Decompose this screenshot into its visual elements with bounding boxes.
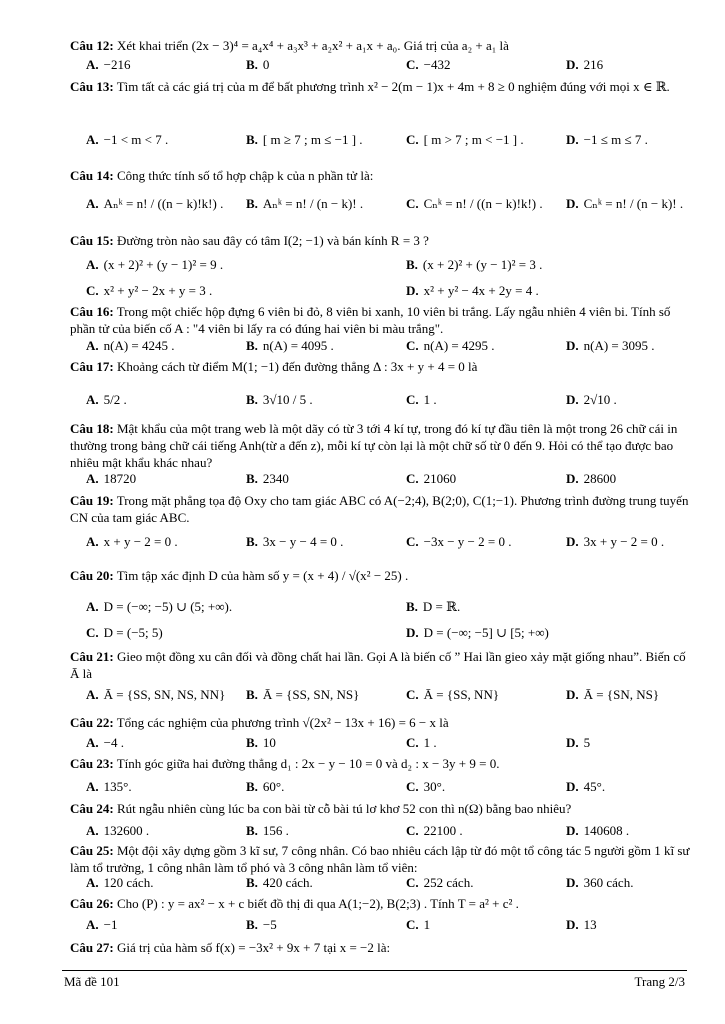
option-a[interactable]: A. 120 cách. bbox=[86, 875, 154, 890]
question-number: Câu 21: bbox=[70, 649, 114, 664]
question-13 bbox=[70, 78, 690, 95]
option-b[interactable]: B. (x + 2)² + (y − 1)² = 3 . bbox=[406, 257, 543, 272]
option-c[interactable]: C. −3x − y − 2 = 0 . bbox=[406, 534, 512, 549]
option-c[interactable]: C. 252 cách. bbox=[406, 875, 474, 890]
question-24 bbox=[70, 800, 690, 817]
question-text: Cho (P) : y = ax² − x + c biết đồ thị đi qua A(1;−2), B(2;3) . Tính T = a² + c² . bbox=[116, 896, 519, 911]
options-20b bbox=[86, 624, 706, 642]
question-number: Câu 20: bbox=[70, 568, 114, 583]
question-22 bbox=[70, 714, 690, 731]
option-a[interactable]: A. 135°. bbox=[86, 779, 132, 794]
option-d[interactable]: D. n(A) = 3095 . bbox=[566, 338, 655, 353]
option-a[interactable]: A. 5/2 . bbox=[86, 392, 127, 407]
option-c[interactable]: C. 21060 bbox=[406, 471, 457, 486]
question-text: Trong một chiếc hộp đựng 6 viên bi đỏ, 8 viên bi xanh, 10 viên bi trắng. Lấy ngẫu nhiên 4 viên bi. Tính số phần tử của biến cố A : "4 viên bi lấy ra có đúng hai viên bi màu trắng". bbox=[70, 304, 671, 336]
question-number: Câu 13: bbox=[70, 79, 114, 94]
options-20a bbox=[86, 598, 706, 616]
option-b[interactable]: B. 2340 bbox=[246, 471, 289, 486]
question-12 bbox=[70, 37, 690, 54]
option-b[interactable]: B. 420 cách. bbox=[246, 875, 313, 890]
option-d[interactable]: D. 140608 . bbox=[566, 823, 630, 838]
option-b[interactable]: B. n(A) = 4095 . bbox=[246, 338, 334, 353]
option-d[interactable]: D. 5 bbox=[566, 735, 591, 750]
question-number: Câu 19: bbox=[70, 493, 114, 508]
question-number: Câu 17: bbox=[70, 359, 114, 374]
option-d[interactable]: D. 2√10 . bbox=[566, 392, 617, 407]
option-c[interactable]: C. n(A) = 4295 . bbox=[406, 338, 495, 353]
question-text: Mật khẩu của một trang web là một dãy có từ 3 tới 4 kí tự, trong đó kí tự đầu tiên là một trong 26 chữ cái in thường trong bảng chữ cái tiếng Anh(từ a đến z), mỗi kí tự còn lại là một chữ số từ 0 đến 9. Hỏi có thể tạo được bao nhiêu mật khẩu khác nhau? bbox=[70, 421, 678, 470]
question-text: Tổng các nghiệm của phương trình √(2x² − 13x + 16) = 6 − x là bbox=[116, 715, 449, 730]
option-d[interactable]: D. 3x + y − 2 = 0 . bbox=[566, 534, 665, 549]
page-number: Trang 2/3 bbox=[634, 974, 685, 989]
option-a[interactable]: A. x + y − 2 = 0 . bbox=[86, 534, 178, 549]
options-15b bbox=[86, 282, 706, 300]
question-text: Đường tròn nào sau đây có tâm I(2; −1) và bán kính R = 3 ? bbox=[116, 233, 429, 248]
option-c[interactable]: C. 22100 . bbox=[406, 823, 463, 838]
option-c[interactable]: C. 30°. bbox=[406, 779, 446, 794]
options-15a bbox=[86, 256, 706, 274]
option-d[interactable]: D. 216 bbox=[566, 57, 604, 72]
option-c[interactable]: C. x² + y² − 2x + y = 3 . bbox=[86, 283, 213, 298]
option-c[interactable]: C. D = (−5; 5) bbox=[86, 625, 163, 640]
question-15 bbox=[70, 232, 690, 249]
option-c[interactable]: C. 1 . bbox=[406, 735, 437, 750]
option-c[interactable]: C. Cₙᵏ = n! / ((n − k)!k!) . bbox=[406, 196, 543, 211]
question-number: Câu 23: bbox=[70, 756, 114, 771]
options-12 bbox=[86, 56, 706, 74]
option-b[interactable]: B. Aₙᵏ = n! / (n − k)! . bbox=[246, 196, 364, 211]
question-25 bbox=[70, 842, 690, 876]
question-16 bbox=[70, 303, 690, 337]
option-a[interactable]: A. 18720 bbox=[86, 471, 137, 486]
question-21 bbox=[70, 648, 690, 682]
option-c[interactable]: C. [ m > 7 ; m < −1 ] . bbox=[406, 132, 524, 147]
options-26 bbox=[86, 916, 706, 934]
question-text: Giá trị của hàm số f(x) = −3x² + 9x + 7 tại x = −2 là: bbox=[116, 940, 391, 955]
option-a[interactable]: A. −1 bbox=[86, 917, 118, 932]
options-25 bbox=[86, 874, 706, 892]
question-19 bbox=[70, 492, 690, 526]
question-17 bbox=[70, 358, 690, 375]
option-b[interactable]: B. −5 bbox=[246, 917, 277, 932]
question-text: Xét khai triển (2x − 3)⁴ = a₄x⁴ + a₃x³ + a₂x² + a₁x + a₀. Giá trị của a₂ + a₁ là bbox=[116, 38, 509, 53]
option-a[interactable]: A. n(A) = 4245 . bbox=[86, 338, 175, 353]
footer-divider bbox=[62, 970, 687, 971]
option-c[interactable]: C. Ā = {SS, NN} bbox=[406, 687, 500, 702]
question-number: Câu 24: bbox=[70, 801, 114, 816]
option-d[interactable]: D. 45°. bbox=[566, 779, 606, 794]
option-d[interactable]: D. 360 cách. bbox=[566, 875, 634, 890]
question-text: Gieo một đồng xu cân đối và đồng chất hai lần. Gọi A là biến cố ” Hai lần gieo xảy mặt giống nhau”. Biến cố Ā là bbox=[70, 649, 686, 681]
question-number: Câu 27: bbox=[70, 940, 114, 955]
option-d[interactable]: D. −1 ≤ m ≤ 7 . bbox=[566, 132, 648, 147]
option-b[interactable]: B. 156 . bbox=[246, 823, 289, 838]
question-text: Khoảng cách từ điểm M(1; −1) đến đường thẳng Δ : 3x + y + 4 = 0 là bbox=[116, 359, 478, 374]
question-26 bbox=[70, 895, 690, 912]
option-c[interactable]: C. −432 bbox=[406, 57, 451, 72]
question-number: Câu 26: bbox=[70, 896, 114, 911]
option-a[interactable]: A. −4 . bbox=[86, 735, 124, 750]
option-b[interactable]: B. 3√10 / 5 . bbox=[246, 392, 313, 407]
question-number: Câu 18: bbox=[70, 421, 114, 436]
option-d[interactable]: D. x² + y² − 4x + 2y = 4 . bbox=[406, 283, 539, 298]
options-24 bbox=[86, 822, 706, 840]
question-20 bbox=[70, 562, 690, 590]
option-d[interactable]: D. 13 bbox=[566, 917, 597, 932]
option-c[interactable]: C. 1 bbox=[406, 917, 431, 932]
option-d[interactable]: D. 28600 bbox=[566, 471, 617, 486]
option-d[interactable]: D. Ā = {SN, NS} bbox=[566, 687, 660, 702]
options-17 bbox=[86, 380, 706, 420]
option-a[interactable]: A. −1 < m < 7 . bbox=[86, 132, 169, 147]
question-text: Tìm tập xác định D của hàm số y = (x + 4) / √(x² − 25) . bbox=[116, 568, 409, 583]
options-21 bbox=[86, 686, 706, 704]
option-b[interactable]: B. [ m ≥ 7 ; m ≤ −1 ] . bbox=[246, 132, 363, 147]
question-text: Tìm tất cả các giá trị của m để bất phương trình x² − 2(m − 1)x + 4m + 8 ≥ 0 nghiệm đúng với mọi x ∈ ℝ. bbox=[116, 79, 670, 94]
question-number: Câu 15: bbox=[70, 233, 114, 248]
options-19 bbox=[86, 533, 706, 551]
option-b[interactable]: B. D = ℝ. bbox=[406, 599, 461, 614]
option-a[interactable]: A. (x + 2)² + (y − 1)² = 9 . bbox=[86, 257, 224, 272]
options-23 bbox=[86, 778, 706, 796]
options-14 bbox=[86, 184, 706, 224]
question-text: Trong mặt phẳng tọa độ Oxy cho tam giác ABC có A(−2;4), B(2;0), C(1;−1). Phương trình đường trung tuyến CN của tam giác ABC. bbox=[70, 493, 689, 525]
question-18 bbox=[70, 420, 690, 471]
question-number: Câu 22: bbox=[70, 715, 114, 730]
question-number: Câu 16: bbox=[70, 304, 114, 319]
option-b[interactable]: B. Ā = {SS, SN, NS} bbox=[246, 687, 360, 702]
options-22 bbox=[86, 734, 706, 752]
option-a[interactable]: A. Ā = {SS, SN, NS, NN} bbox=[86, 687, 226, 702]
question-23 bbox=[70, 755, 690, 772]
option-d[interactable]: D. Cₙᵏ = n! / (n − k)! . bbox=[566, 196, 684, 211]
question-text: Công thức tính số tổ hợp chập k của n phần tử là: bbox=[116, 168, 374, 183]
question-text: Tính góc giữa hai đường thẳng d₁ : 2x − y − 10 = 0 và d₂ : x − 3y + 9 = 0. bbox=[116, 756, 500, 771]
question-number: Câu 25: bbox=[70, 843, 114, 858]
option-a[interactable]: A. 132600 . bbox=[86, 823, 150, 838]
options-16 bbox=[86, 337, 706, 355]
option-c[interactable]: C. 1 . bbox=[406, 392, 437, 407]
option-a[interactable]: A. D = (−∞; −5) ∪ (5; +∞). bbox=[86, 599, 233, 614]
option-a[interactable]: A. −216 bbox=[86, 57, 131, 72]
question-27 bbox=[70, 939, 690, 956]
option-b[interactable]: B. 10 bbox=[246, 735, 276, 750]
exam-code: Mã đề 101 bbox=[64, 974, 120, 989]
options-18 bbox=[86, 470, 706, 488]
question-number: Câu 12: bbox=[70, 38, 114, 53]
option-b[interactable]: B. 60°. bbox=[246, 779, 285, 794]
option-d[interactable]: D. D = (−∞; −5] ∪ [5; +∞) bbox=[406, 625, 549, 640]
option-b[interactable]: B. 3x − y − 4 = 0 . bbox=[246, 534, 344, 549]
option-a[interactable]: A. Aₙᵏ = n! / ((n − k)!k!) . bbox=[86, 196, 224, 211]
question-text: Rút ngẫu nhiên cùng lúc ba con bài từ cỗ bài tú lơ khơ 52 con thì n(Ω) bằng bao nhiêu? bbox=[116, 801, 572, 816]
question-text: Một đội xây dựng gồm 3 kĩ sư, 7 công nhân. Có bao nhiêu cách lập từ đó một tổ công tác 5 người gồm 1 kĩ sư làm tổ trưởng, 1 công nhân làm tổ phó và 3 công nhân làm tổ viên: bbox=[70, 843, 690, 875]
options-13 bbox=[86, 120, 706, 160]
option-b[interactable]: B. 0 bbox=[246, 57, 270, 72]
question-14 bbox=[70, 167, 690, 184]
question-number: Câu 14: bbox=[70, 168, 114, 183]
